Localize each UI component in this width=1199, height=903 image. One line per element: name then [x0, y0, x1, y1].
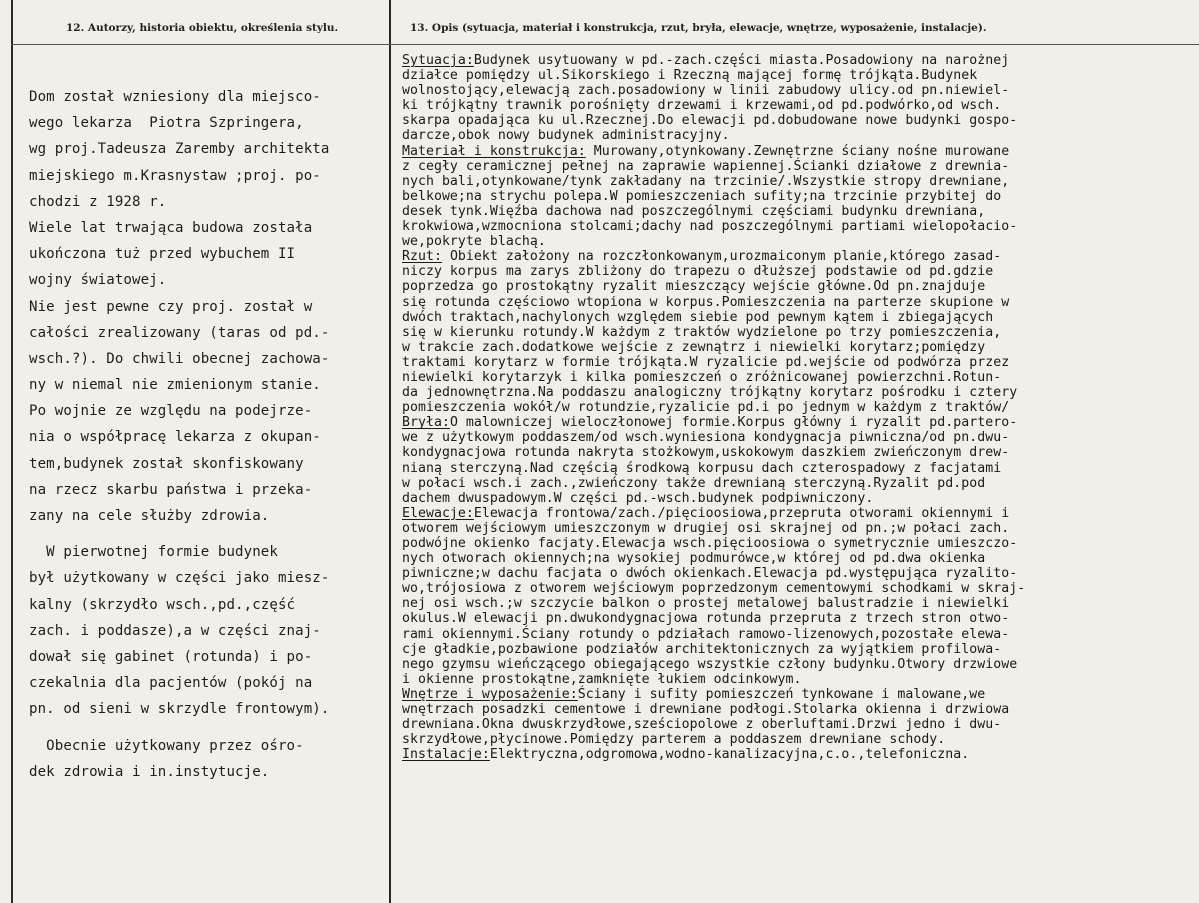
- description-text: skrzydłowe,płycinowe.Pomiędzy parterem a poddaszem drewniane schody.: [402, 732, 946, 748]
- description-text: pomieszczenia wokół/w rotundzie,ryzalicie pd.i po jednym w każdym z traktów/: [402, 400, 1010, 416]
- description-text: Ściany i sufity pomieszczeń tynkowane i malowane,we: [577, 686, 986, 702]
- section-label: Rzut:: [402, 249, 442, 265]
- description-line: [402, 430, 1194, 445]
- history-line: nia o współpracę lekarza z okupan-: [29, 429, 321, 446]
- history-line: zany na cele służby zdrowia.: [29, 508, 270, 524]
- history-line: dował się gabinet (rotunda) i po-: [29, 648, 313, 665]
- description-line: [402, 128, 1194, 143]
- description-text: ki trójkątny trawnik porośnięty drzewami i krzewami,od pd.podwórko,od wsch.: [402, 98, 1002, 114]
- history-line: wsch.?). Do chwili obecnej zachowa-: [29, 350, 330, 367]
- history-line: dek zdrowia i in.instytucje.: [29, 763, 270, 780]
- description-text: nych otworach okiennych;na wysokiej podmurówce,w której od pd.dwa okienka: [402, 551, 986, 567]
- history-line: wojny światowej.: [29, 272, 167, 289]
- history-line: kalny (skrzydło wsch.,pd.,część: [29, 596, 296, 613]
- description-text: drewniana.Okna dwuskrzydłowe,sześciopolowe z oberluftami.Drzwi jedno i dwu-: [402, 717, 1002, 733]
- description-text: darcze,obok nowy budynek administracyjny.: [402, 128, 730, 144]
- description-line: [402, 596, 1194, 611]
- description-text: nych bali,otynkowane/tynk zakładany na trzcinie/.Wszystkie stropy drewniane,: [402, 173, 1010, 189]
- description-text: Elektryczna,odgromowa,wodno-kanalizacyjna,c.o.,telefoniczna.: [489, 747, 970, 763]
- description-text: traktami korytarz w formie trójkąta.W ryzalicie pd.wejście od podwórza przez: [402, 354, 1010, 370]
- description-text: kondygnacjowa rotunda nakryta stożkowym,uskokowym daszkiem zwieńczonym drew-: [402, 445, 1010, 461]
- description-line: [402, 234, 1194, 249]
- description-line: [402, 144, 1194, 159]
- description-text: nianą sterczyną.Nad częścią środkową korpusu dach czterospadowy z facjatami: [402, 460, 1002, 476]
- left-margin-rule: [11, 0, 13, 903]
- paragraph-gap: [29, 723, 385, 733]
- description-line: [402, 506, 1194, 521]
- section-label: Materiał i konstrukcja:: [402, 143, 586, 159]
- description-line: [402, 445, 1194, 460]
- description-text: Murowany,otynkowany.Zewnętrzne ściany nośne murowane: [585, 143, 1010, 159]
- description-line: [402, 68, 1194, 83]
- description-text: z cegły ceramicznej pełnej na zaprawie wapiennej.Ścianki działowe z drewnia-: [402, 158, 1010, 174]
- history-line: Obecnie użytkowany przez ośro-: [29, 737, 304, 754]
- description-line: [402, 174, 1194, 189]
- history-line: całości zrealizowany (taras od pd.-: [29, 324, 330, 341]
- description-text: dwóch traktach,nachylonych względem siebie pod pewnym kątem i zbiegających: [402, 309, 994, 325]
- description-text: nego gzymsu wieńczącego obiegającego wszystkie człony budynku.Otwory drzwiowe: [402, 656, 1018, 672]
- description-text: działce pomiędzy ul.Sikorskiego i Rzeczną mającej formę trójkąta.Budynek: [402, 68, 978, 84]
- section-12-heading: 12. Autorzy, historia obiektu, określenia stylu.: [66, 22, 339, 34]
- history-line: ny w niemal nie zmienionym stanie.: [29, 377, 321, 394]
- history-line: wg proj.Tadeusza Zaremby architekta: [29, 141, 330, 158]
- description-text: Budynek usytuowany w pd.-zach.części miasta.Posadowiony na narożnej: [473, 53, 1010, 68]
- description-text: belkowe;na strychu polepa.W pomieszczeniach sufity;na trzcinie przybitej do: [402, 188, 1002, 204]
- description-text: poprzedza go prostokątny ryzalit mieszczący wejście główne.Od pn.znajduje: [402, 279, 986, 295]
- history-line: na rzecz skarbu państwa i przeka-: [29, 481, 313, 498]
- history-line: Nie jest pewne czy proj. został w: [29, 298, 313, 315]
- description-text: piwniczne;w dachu facjata o dwóch okienkach.Elewacja pd.występująca ryzalito-: [402, 566, 1018, 582]
- history-line: wego lekarza Piotra Szpringera,: [29, 115, 304, 132]
- description-line: [402, 295, 1194, 310]
- description-line: [402, 702, 1194, 717]
- description-text: wolnostojący,elewacją zach.posadowiony w linii zabudowy ulicy.od pn.niewiel-: [402, 83, 1010, 99]
- section-label: Elewacje:: [402, 505, 474, 521]
- description-text: w trakcie zach.dodatkowe wejście z zewnątrz i niewielki korytarz;pomiędzy: [402, 339, 986, 355]
- description-line: [402, 400, 1194, 415]
- description-text: cje gładkie,pozbawione podziałów architektonicznych za wyjątkiem profilowa-: [402, 641, 1002, 657]
- description-text: da jednownętrzna.Na poddaszu analogiczny trójkątny korytarz pośrodku i cztery: [402, 385, 1018, 401]
- history-line: był użytkowany w części jako miesz-: [29, 570, 330, 587]
- description-text: nej osi wsch.;w szczycie balkon o prostej metalowej balustradzie i niewielki: [402, 596, 1010, 612]
- description-line: [402, 476, 1194, 491]
- description-line: [402, 732, 1194, 747]
- description-line: [402, 325, 1194, 340]
- description-text: niewielki korytarzyk i kilka pomieszczeń o zróżnicowanej powierzchni.Rotun-: [402, 369, 1002, 385]
- description-text: się w kierunku rotundy.W każdym z traktów wydzielone po trzy pomieszczenia,: [402, 324, 1002, 340]
- description-text: we z użytkowym poddaszem/od wsch.wyniesiona kondygnacja piwniczna/od pn.dwu-: [402, 430, 1010, 446]
- description-text: podwójne okienko facjaty.Elewacja wsch.pięcioosiowa o symetrycznie umieszczo-: [402, 536, 1018, 551]
- section-13-heading: 13. Opis (sytuacja, materiał i konstrukcja, rzut, bryła, elewacje, wnętrze, wyposażenie, instalacje).: [410, 22, 987, 34]
- history-line: W pierwotnej formie budynek: [29, 544, 278, 561]
- description-text: O malowniczej wieloczłonowej formie.Korpus główny i ryzalit pd.partero-: [449, 415, 1018, 431]
- description-line: [402, 204, 1194, 219]
- description-line: [402, 83, 1194, 98]
- description-text: wnętrzach posadzki cementowe i drewniane podłogi.Stolarka okienna i drzwiowa: [402, 702, 1010, 718]
- history-text-column: [29, 84, 385, 785]
- description-line: [402, 672, 1194, 687]
- description-text: i okienne prostokątne,zamknięte łukiem odcinkowym.: [402, 671, 802, 687]
- description-line: [402, 279, 1194, 294]
- description-text: w połaci wsch.i zach.,zwieńczony także drewnianą sterczyną.Ryzalit pd.pod: [402, 475, 986, 491]
- description-text: się rotunda częściowo wtopiona w korpus.Pomieszczenia na parterze skupione w: [402, 294, 1010, 310]
- history-line: pn. od sieni w skrzydle frontowym).: [29, 701, 330, 718]
- description-text: okulus.W elewacji pn.dwukondygnacjowa rotunda przepruta z trzech stron otwo-: [402, 611, 1010, 627]
- description-line: [402, 159, 1194, 174]
- description-text: dachem dwuspadowym.W części pd.-wsch.budynek podpiwniczony.: [402, 490, 874, 506]
- description-line: [402, 687, 1194, 702]
- description-line: [402, 53, 1194, 68]
- description-text: Elewacja frontowa/zach./pięcioosiowa,przepruta otworami okiennymi i: [473, 505, 1010, 521]
- section-label: Wnętrze i wyposażenie:: [402, 686, 578, 702]
- section-label: Sytuacja:: [402, 53, 474, 68]
- description-text: desek tynk.Więźba dachowa nad poszczególnymi częściami budynku drewniana,: [402, 203, 986, 219]
- description-line: [402, 219, 1194, 234]
- description-line: [402, 249, 1194, 264]
- description-text: wo,trójosiowa z otworem wejściowym poprzedzonym cementowymi schodkami w skraj-: [402, 581, 1026, 597]
- description-text: rami okiennymi.Ściany rotundy o pdziałach ramowo-lizenowych,pozostałe elewa-: [402, 626, 1010, 642]
- description-text-column: [402, 53, 1194, 762]
- description-text: krokwiowa,wzmocniona stolcami;dachy nad poszczególnymi partiami wielopołacio-: [402, 219, 1018, 235]
- paragraph-gap: [29, 529, 385, 539]
- description-line: [402, 98, 1194, 113]
- description-line: [402, 370, 1194, 385]
- description-text: Obiekt założony na rozczłonkowanym,urozmaiconym planie,którego zasad-: [441, 249, 1002, 265]
- column-divider: [389, 0, 391, 903]
- section-label: Instalacje:: [402, 747, 490, 763]
- history-line: Wiele lat trwająca budowa została: [29, 219, 313, 236]
- description-line: [402, 113, 1194, 128]
- description-line: [402, 264, 1194, 279]
- description-line: [402, 340, 1194, 355]
- description-line: [402, 461, 1194, 476]
- description-line: [402, 627, 1194, 642]
- description-text: niczy korpus ma zarys zbliżony do trapezu o dłuższej podstawie od pd.gdzie: [402, 264, 994, 280]
- description-line: [402, 536, 1194, 551]
- description-line: [402, 521, 1194, 536]
- description-text: we,pokryte blachą.: [402, 234, 546, 250]
- history-line: chodzi z 1928 r.: [29, 193, 167, 210]
- history-line: miejskiego m.Krasnystaw ;proj. po-: [29, 167, 321, 184]
- history-line: tem,budynek został skonfiskowany: [29, 455, 304, 472]
- description-line: [402, 581, 1194, 596]
- description-line: [402, 355, 1194, 370]
- history-line: czekalnia dla pacjentów (pokój na: [29, 675, 313, 692]
- description-text: skarpa opadająca ku ul.Rzecznej.Do elewacji pd.dobudowane nowe budynki gospo-: [402, 113, 1018, 129]
- description-line: [402, 551, 1194, 566]
- description-line: [402, 657, 1194, 672]
- history-line: Po wojnie ze względu na podejrze-: [29, 403, 313, 420]
- description-line: [402, 385, 1194, 400]
- history-line: ukończona tuż przed wybuchem II: [29, 246, 296, 263]
- description-line: [402, 415, 1194, 430]
- description-line: [402, 566, 1194, 581]
- description-line: [402, 717, 1194, 732]
- section-label: Bryła:: [402, 415, 450, 431]
- history-line: Dom został wzniesiony dla miejsco-: [29, 89, 321, 105]
- description-line: [402, 491, 1194, 506]
- description-line: [402, 642, 1194, 657]
- description-line: [402, 747, 1194, 762]
- description-line: [402, 189, 1194, 204]
- history-line: zach. i poddasze),a w części znaj-: [29, 622, 321, 639]
- description-line: [402, 611, 1194, 626]
- description-line: [402, 310, 1194, 325]
- header-rule: [11, 44, 1199, 45]
- description-text: otworem wejściowym umieszczonym w drugiej osi skrajnej od pn.;w połaci zach.: [402, 520, 1010, 536]
